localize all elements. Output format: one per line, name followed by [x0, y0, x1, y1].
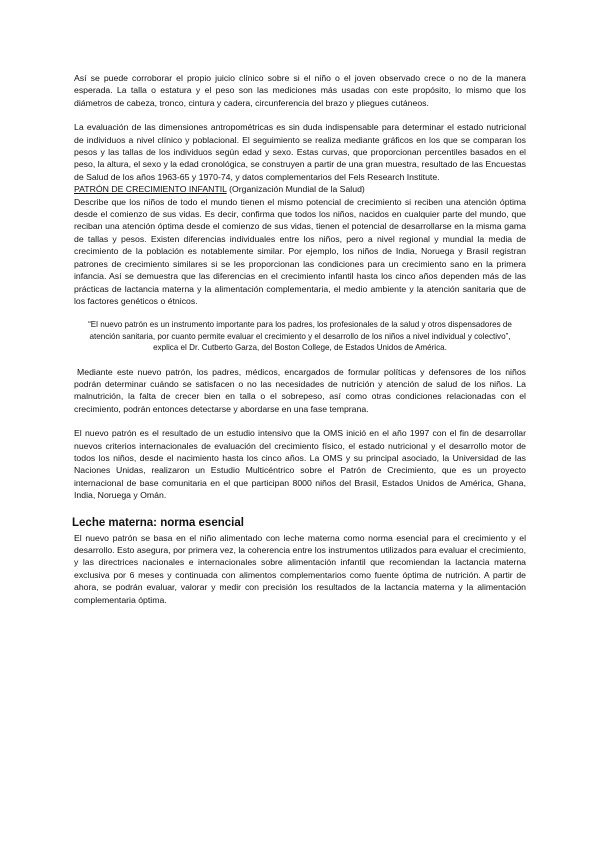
- paragraph-who-study: El nuevo patrón es el resultado de un estudio intensivo que la OMS inició en el año 1997 con el fin de desarrollar nuevos criterios internacionales de evaluación del crecimiento físico, el estado nutricional y el desarrollo motor de todos los niños, desde el nacimiento hasta los cinco años. La OMS y su principal asociado, la Universidad de las Naciones Unidas, realizaron un Estudio Multicéntrico sobre el Patrón de Crecimiento, que es un proyecto internacional de base comunitaria en el que participan 8000 niños del Brasil, Estados Unidos de América, Ghana, India, Noruega y Omán.: [74, 428, 526, 501]
- paragraph-anthropometric-evaluation: La evaluación de las dimensiones antropométricas es sin duda indispensable para determinar el estado nutricional de individuos a nivel clínico y poblacional. El seguimiento se realiza mediante gráficos en los que se comparan los pesos y las tallas de los individuos según edad y sexo. Estas curvas, que proporcionan percentiles basados en el peso, la altura, el sexo y la edad cronológica, se construyen a partir de una gran muestra, resultado de las Encuestas de Salud de los años 1963-65 y 1970-74, y datos complementarios del Fels Research Institute.: [74, 122, 526, 182]
- section-subtitle-who: (Organización Mundial de la Salud): [226, 184, 365, 195]
- quote-garza: “El nuevo patrón es un instrumento importante para los padres, los profesionales de la salud y otros dispensadores de atención sanitaria, por cuanto permite evaluar el crecimiento y el desarrollo de los niños a nivel individual y colectivo”, explica el Dr. Cutberto Garza, del Boston College, de Estados Unidos de América.: [88, 320, 512, 353]
- section-title-line: [74, 183, 526, 195]
- paragraph-growth-pattern: Describe que los niños de todo el mundo tienen el mismo potencial de crecimiento si reciben una atención óptima desde el comienzo de sus vidas. Es decir, confirma que todos los niños, nacidos en cualquier parte del mundo, que reciban una atención óptima desde el comienzo de sus vidas, tienen el potencial de desarrollarse en la misma gama de tallas y pesos. Existen diferencias individuales entre los niños, pero a nivel regional y mundial la media de crecimiento de la población es notablemente similar. Por ejemplo, los niños de India, Noruega y Brasil registran patrones de crecimiento similares si se les proporcionan las condiciones para un crecimiento sano en la primera infancia. Así se demuestra que las diferencias en el crecimiento infantil hasta los cinco años dependen más de las prácticas de lactancia materna y la alimentación complementaria, el medio ambiente y la atención sanitaria que de los factores genéticos o étnicos.: [74, 196, 526, 306]
- paragraph-breast-milk: El nuevo patrón se basa en el niño alimentado con leche materna como norma esencial para el crecimiento y el desarrollo. Esto asegura, por primera vez, la coherencia entre los instrumentos utilizados para evaluar el crecimiento, y las directrices nacionales e internacionales sobre alimentación infantil que recomiendan la lactancia materna exclusiva por 6 meses y continuada con alimentos complementarios como fuente óptima de nutrición. A partir de ahora, se podrán evaluar, valorar y medir con precisión los resultados de la lactancia materna y la alimentación complementaria óptima.: [74, 532, 526, 605]
- section-title-growth-pattern: PATRÓN DE CRECIMIENTO INFANTIL: [74, 184, 227, 195]
- document-page: [74, 72, 526, 606]
- paragraph-new-pattern-uses: Mediante este nuevo patrón, los padres, médicos, encargados de formular políticas y defensores de los niños podrán determinar cuándo se satisfacen o no las necesidades de nutrición y atención de salud de los niños. La malnutrición, la falta de crecer bien en talla o el sobrepeso, así como otras condiciones relacionadas con el crecimiento, podrán entonces detectarse y abordarse en una fase temprana.: [74, 366, 526, 414]
- section-heading-breast-milk: Leche materna: norma esencial: [72, 516, 244, 529]
- paragraph-clinical-judgment: Así se puede corroborar el propio juicio clínico sobre si el niño o el joven observado crece o no de la manera esperada. La talla o estatura y el peso son las mediciones más usadas con este propósito, lo mismo que los diámetros de cabeza, tronco, cintura y cadera, circunferencia del brazo y pliegues cutáneos.: [74, 73, 526, 108]
